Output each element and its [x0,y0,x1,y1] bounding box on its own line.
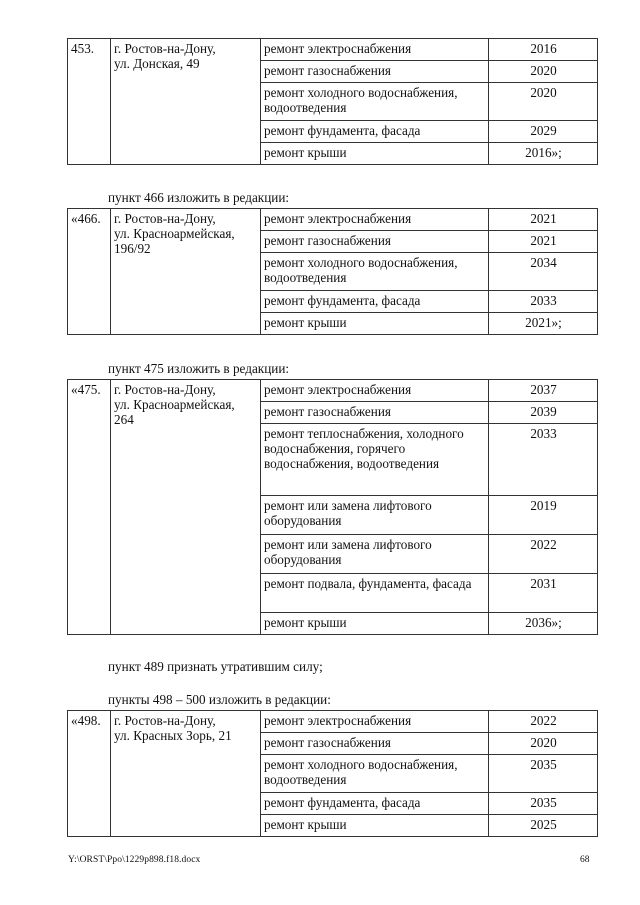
year-cell: 2033 [489,291,598,313]
year-cell: 2020 [489,61,598,83]
year-cell: 2025 [489,815,598,837]
work-type: ремонт крыши [261,613,489,635]
work-type: ремонт холодного водоснабжения, водоотведения [261,253,489,291]
table-item-453 [67,38,598,165]
work-type: ремонт теплоснабжения, холодного водоснабжения, горячего водоснабжения, водоотведения [261,424,489,496]
work-type: ремонт электроснабжения [261,39,489,61]
year-cell: 2016»; [489,143,598,165]
address-line: г. Ростов-на-Дону, [114,713,216,728]
address-line: г. Ростов-на-Дону, [114,382,216,397]
year-cell: 2035 [489,793,598,815]
year-cell: 2020 [489,733,598,755]
address-cell [111,39,261,165]
year-cell: 2016 [489,39,598,61]
item-number: 453. [68,39,111,165]
table-item-475 [67,379,598,635]
year-cell: 2035 [489,755,598,793]
year-cell: 2037 [489,380,598,402]
work-type: ремонт фундамента, фасада [261,793,489,815]
work-type: ремонт крыши [261,143,489,165]
work-type: ремонт или замена лифтового оборудования [261,496,489,535]
amendment-instruction: пункты 498 – 500 изложить в редакции: [108,692,331,707]
address-cell [111,209,261,335]
address-cell [111,380,261,635]
year-cell: 2034 [489,253,598,291]
address-line: г. Ростов-на-Дону, [114,211,216,226]
work-type: ремонт холодного водоснабжения, водоотведения [261,755,489,793]
address-line: ул. Красноармейская, [114,397,235,412]
year-cell: 2022 [489,535,598,574]
item-number: «466. [68,209,111,335]
work-type: ремонт газоснабжения [261,402,489,424]
address-cell [111,711,261,837]
work-type: ремонт газоснабжения [261,733,489,755]
year-cell: 2033 [489,424,598,496]
work-type: ремонт электроснабжения [261,711,489,733]
year-cell: 2020 [489,83,598,121]
work-type: ремонт газоснабжения [261,61,489,83]
address-line: ул. Красноармейская, [114,226,235,241]
year-cell: 2022 [489,711,598,733]
year-cell: 2036»; [489,613,598,635]
year-cell: 2029 [489,121,598,143]
item-number: «475. [68,380,111,635]
address-line: 264 [114,412,134,427]
work-type: ремонт газоснабжения [261,231,489,253]
year-cell: 2039 [489,402,598,424]
address-line: г. Ростов-на-Дону, [114,41,216,56]
address-line: ул. Красных Зорь, 21 [114,728,232,743]
work-type: ремонт электроснабжения [261,209,489,231]
amendment-instruction: пункт 475 изложить в редакции: [108,361,290,376]
item-number: «498. [68,711,111,837]
work-type: ремонт подвала, фундамента, фасада [261,574,489,613]
repeal-instruction: пункт 489 признать утратившим силу; [108,659,323,674]
work-type: ремонт холодного водоснабжения, водоотведения [261,83,489,121]
year-cell: 2021 [489,231,598,253]
address-line: ул. Донская, 49 [114,56,200,71]
file-path: Y:\ORST\Ppo\1229p898.f18.docx [68,855,201,865]
table-item-498 [67,710,598,837]
table-item-466 [67,208,598,335]
year-cell: 2031 [489,574,598,613]
amendment-instruction: пункт 466 изложить в редакции: [108,190,290,205]
year-cell: 2021»; [489,313,598,335]
work-type: ремонт электроснабжения [261,380,489,402]
work-type: ремонт крыши [261,815,489,837]
address-line: 196/92 [114,241,151,256]
work-type: ремонт крыши [261,313,489,335]
work-type: ремонт фундамента, фасада [261,291,489,313]
year-cell: 2021 [489,209,598,231]
work-type: ремонт или замена лифтового оборудования [261,535,489,574]
year-cell: 2019 [489,496,598,535]
page-number: 68 [580,855,590,865]
work-type: ремонт фундамента, фасада [261,121,489,143]
